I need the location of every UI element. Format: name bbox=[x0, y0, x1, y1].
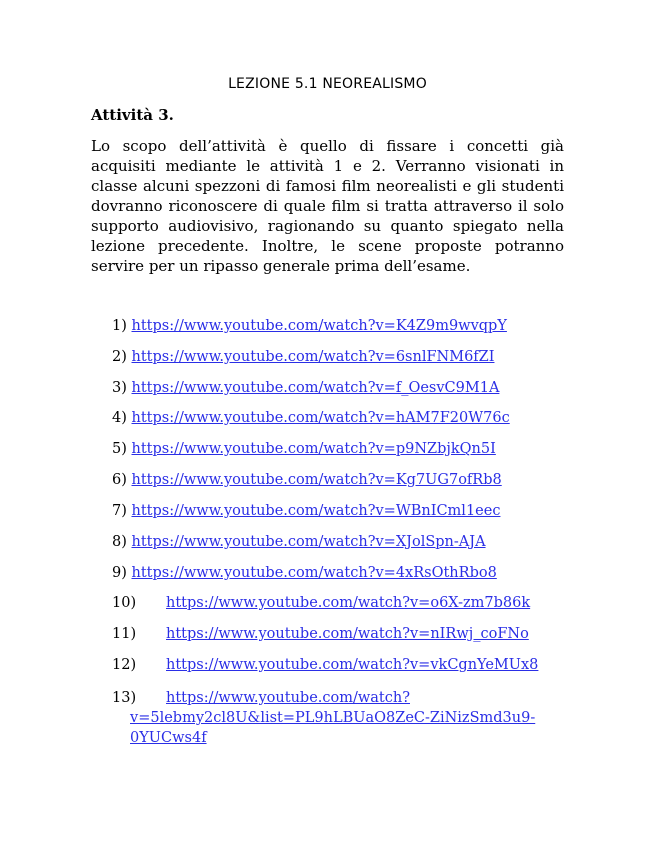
video-link-line2[interactable]: v=5lebmy2cl8U&list=PL9hLBUaO8ZeC-ZiNizSmd3u9- bbox=[130, 710, 536, 726]
video-link-line3[interactable]: 0YUCws4f bbox=[130, 730, 207, 746]
list-number: 11) bbox=[112, 626, 137, 642]
paragraph-line: dovranno riconoscere di quale film si tratta attraverso il solo bbox=[91, 197, 564, 215]
list-item bbox=[112, 565, 497, 581]
list-number: 8) bbox=[112, 534, 127, 550]
list-number: 1) bbox=[112, 318, 127, 334]
video-link-line1[interactable]: https://www.youtube.com/watch? bbox=[166, 690, 410, 706]
paragraph-line: servire per un ripasso generale prima dell’esame. bbox=[91, 257, 471, 275]
list-number: 10) bbox=[112, 595, 137, 611]
video-link[interactable]: https://www.youtube.com/watch?v=6snlFNM6fZI bbox=[131, 349, 495, 365]
list-number: 3) bbox=[112, 380, 127, 396]
list-item bbox=[112, 349, 494, 365]
list-number: 2) bbox=[112, 349, 127, 365]
list-item bbox=[112, 472, 502, 488]
list-item bbox=[112, 503, 500, 519]
list-item bbox=[112, 380, 499, 396]
paragraph-line: lezione precedente. Inoltre, le scene proposte potranno bbox=[91, 237, 564, 255]
list-number: 4) bbox=[112, 410, 127, 426]
video-link[interactable]: https://www.youtube.com/watch?v=XJolSpn-AJA bbox=[131, 534, 486, 550]
activity-heading: Attività 3. bbox=[91, 106, 174, 124]
video-link[interactable]: https://www.youtube.com/watch?v=Kg7UG7ofRb8 bbox=[131, 472, 502, 488]
list-number: 6) bbox=[112, 472, 127, 488]
list-item bbox=[112, 318, 507, 334]
list-number: 7) bbox=[112, 503, 127, 519]
list-item bbox=[112, 595, 530, 611]
list-number: 5) bbox=[112, 441, 127, 457]
page-title: LEZIONE 5.1 NEOREALISMO bbox=[228, 76, 427, 92]
list-number: 12) bbox=[112, 657, 137, 673]
list-item bbox=[112, 410, 510, 426]
video-link[interactable]: https://www.youtube.com/watch?v=f_OesvC9M1A bbox=[131, 380, 500, 396]
video-link[interactable]: https://www.youtube.com/watch?v=WBnICml1eec bbox=[131, 503, 501, 519]
video-link[interactable]: https://www.youtube.com/watch?v=K4Z9m9wvqpY bbox=[131, 318, 507, 334]
video-link[interactable]: https://www.youtube.com/watch?v=nIRwj_coFNo bbox=[166, 626, 529, 642]
list-item-last bbox=[112, 688, 582, 748]
list-item bbox=[112, 626, 529, 642]
paragraph-line: classe alcuni spezzoni di famosi film neorealisti e gli studenti bbox=[91, 177, 564, 195]
paragraph-line: supporto audiovisivo, ragionando su quanto spiegato nella bbox=[91, 217, 564, 235]
paragraph-line: acquisiti mediante le attività 1 e 2. Verranno visionati in bbox=[91, 157, 564, 175]
video-link[interactable]: https://www.youtube.com/watch?v=p9NZbjkQn5I bbox=[131, 441, 496, 457]
video-link[interactable]: https://www.youtube.com/watch?v=o6X-zm7b86k bbox=[166, 595, 531, 611]
video-link[interactable]: https://www.youtube.com/watch?v=hAM7F20W76c bbox=[131, 410, 510, 426]
intro-paragraph bbox=[91, 136, 564, 276]
paragraph-line: Lo scopo dell’attività è quello di fissare i concetti già bbox=[91, 137, 564, 155]
video-link[interactable]: https://www.youtube.com/watch?v=vkCgnYeMUx8 bbox=[166, 657, 539, 673]
list-item bbox=[112, 441, 496, 457]
list-item bbox=[112, 657, 538, 673]
list-number: 9) bbox=[112, 565, 127, 581]
list-item bbox=[112, 534, 486, 550]
video-link[interactable]: https://www.youtube.com/watch?v=4xRsOthRbo8 bbox=[131, 565, 497, 581]
list-number: 13) bbox=[112, 690, 137, 706]
